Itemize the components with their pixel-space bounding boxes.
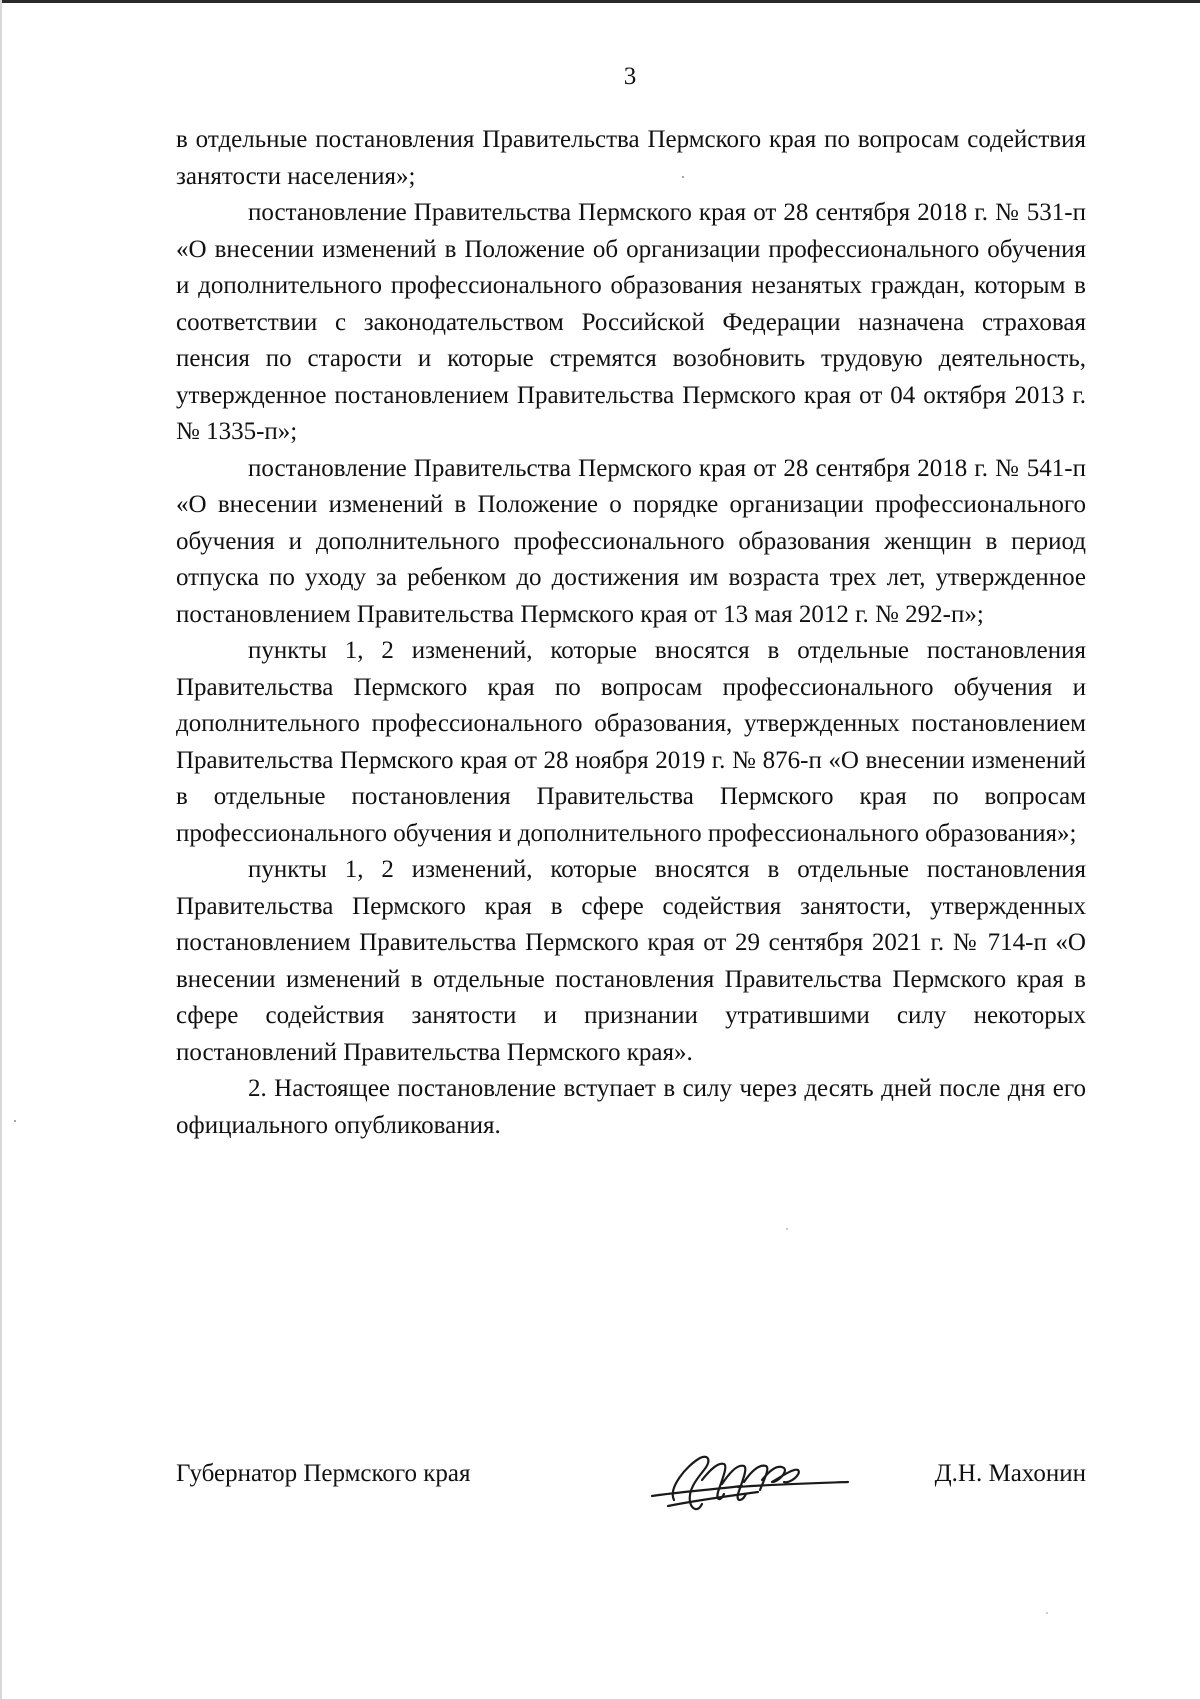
paragraph-resolution-531: постановление Правительства Пермского края от 28 сентября 2018 г. № 531-п «О внесении изменений в Положение об организации профессионального обучения и дополнительного профессионального образования незанятых граждан, которым в соответствии с законодательством Российской Федерации назначена страховая пенсия по старости и которые стремятся возобновить трудовую деятельность, утвержденное постановлением Правительства Пермского края от 04 октября 2013 г. № 1335-п»; (176, 199, 1086, 445)
signature-block (176, 1456, 1086, 1516)
signatory-position: Губернатор Пермского края (176, 1460, 471, 1487)
document-body (176, 122, 1086, 1144)
paragraph-effective-date: 2. Настоящее постановление вступает в силу через десять дней после дня его официального опубликования. (176, 1075, 1086, 1139)
paragraph-continuation: в отдельные постановления Правительства Пермского края по вопросам содействия занятости населения»; (176, 126, 1086, 190)
page-number: 3 (623, 63, 637, 90)
paragraph-resolution-876: пункты 1, 2 изменений, которые вносятся в отдельные постановления Правительства Пермского края по вопросам профессионального обучения и дополнительного профессионального образования, утвержденных постановлением Правительства Пермского края от 28 ноября 2019 г. № 876-п «О внесении изменений в отдельные постановления Правительства Пермского края по вопросам профессионального обучения и дополнительного профессионального образования»; (176, 637, 1086, 847)
scan-speck (14, 1120, 16, 1122)
scan-border-top (0, 0, 1200, 3)
signature-icon (638, 1440, 858, 1520)
scan-speck (786, 1228, 788, 1230)
paragraph-resolution-541: постановление Правительства Пермского края от 28 сентября 2018 г. № 541-п «О внесении изменений в Положение о порядке организации профессионального обучения и дополнительного профессионального образования женщин в период отпуска по уходу за ребенком до достижения им возраста трех лет, утвержденное постановлением Правительства Пермского края от 13 мая 2012 г. № 292-п»; (176, 454, 1086, 628)
scan-speck (1046, 1612, 1048, 1614)
signatory-name: Д.Н. Махонин (934, 1460, 1086, 1487)
scan-border-left (0, 0, 2, 1699)
handwritten-signature (638, 1440, 858, 1520)
paragraph-resolution-714: пункты 1, 2 изменений, которые вносятся в отдельные постановления Правительства Пермского края в сфере содействия занятости, утвержденных постановлением Правительства Пермского края от 29 сентября 2021 г. № 714-п «О внесении изменений в отдельные постановления Правительства Пермского края в сфере содействия занятости и признании утратившими силу некоторых постановлений Правительства Пермского края». (176, 856, 1086, 1066)
scan-speck (682, 176, 684, 178)
